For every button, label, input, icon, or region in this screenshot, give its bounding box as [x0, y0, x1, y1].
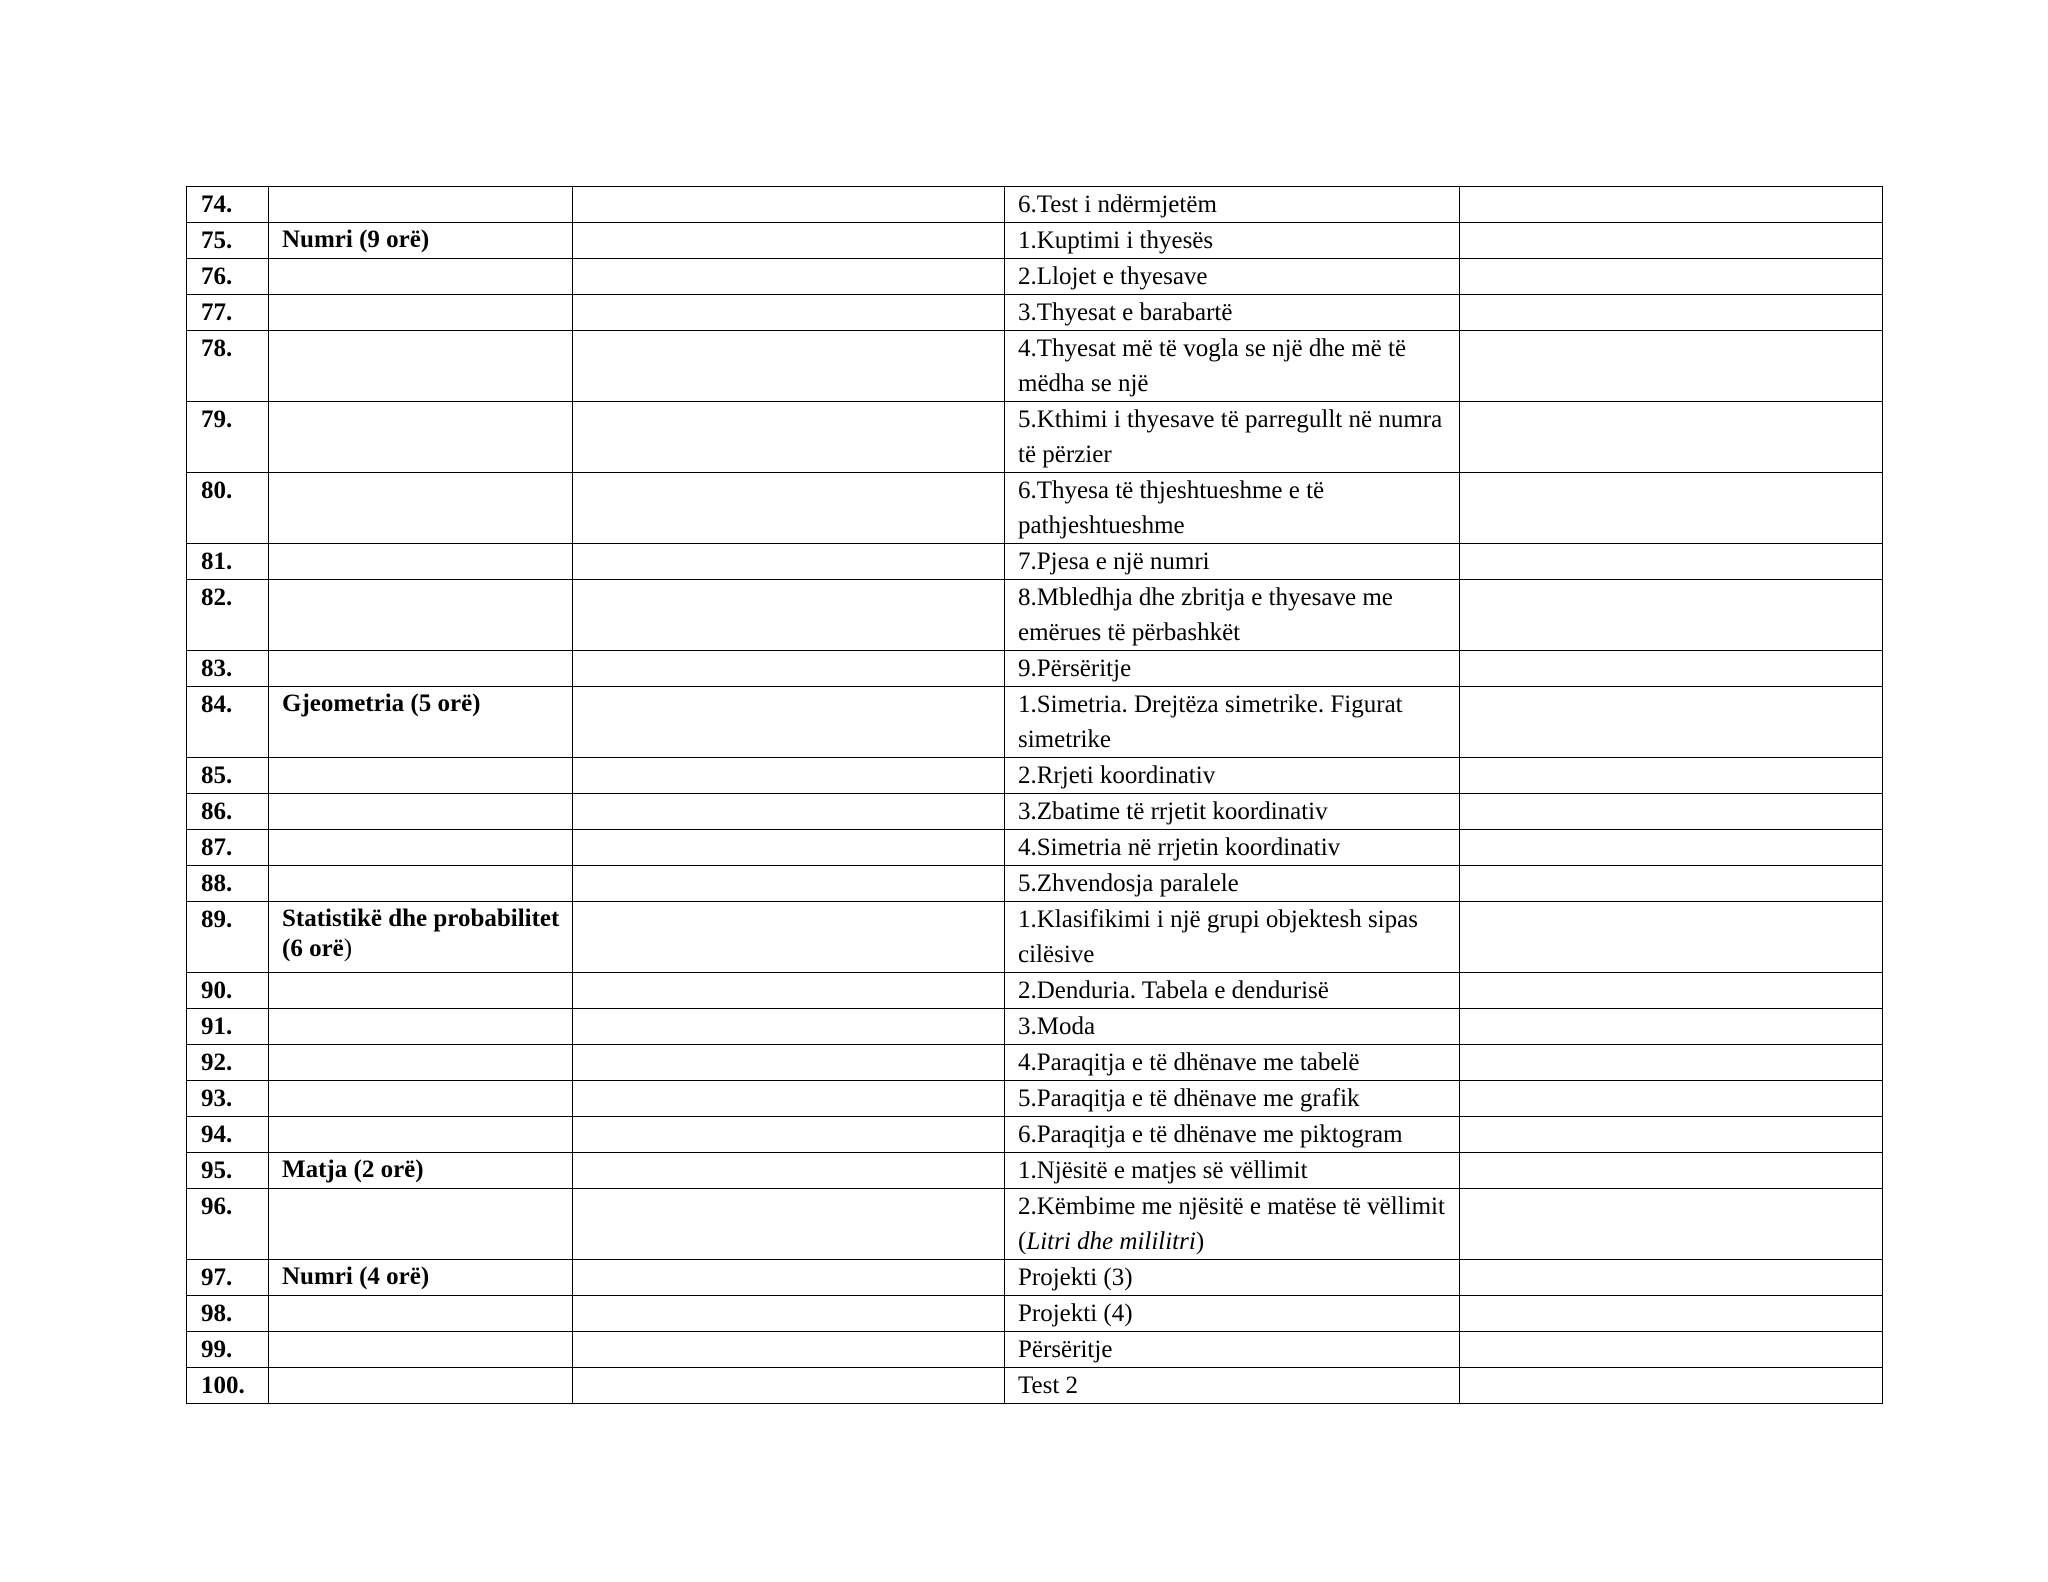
lesson-number: 98. [187, 1296, 269, 1332]
empty-cell [573, 223, 1005, 259]
lesson-number: 92. [187, 1045, 269, 1081]
lesson-number: 80. [187, 473, 269, 544]
empty-cell [573, 1045, 1005, 1081]
topic-cell [269, 187, 573, 223]
table-row [187, 1296, 1883, 1332]
lesson-number: 76. [187, 259, 269, 295]
empty-cell [1460, 1332, 1883, 1368]
empty-cell [573, 1117, 1005, 1153]
lesson-number: 84. [187, 687, 269, 758]
lesson-number: 97. [187, 1260, 269, 1296]
empty-cell [573, 1081, 1005, 1117]
topic-cell [269, 902, 573, 973]
topic-cell [269, 1045, 573, 1081]
topic-text: Statistikë dhe probabilitet (6 orë [282, 905, 560, 962]
lesson-text: 2.Këmbime me njësitë e matëse të vëllimit ( [1018, 1193, 1445, 1255]
topic-cell [269, 259, 573, 295]
empty-cell [573, 1296, 1005, 1332]
empty-cell [573, 1153, 1005, 1189]
topic-cell [269, 295, 573, 331]
empty-cell [1460, 1081, 1883, 1117]
empty-cell [573, 973, 1005, 1009]
empty-cell [1460, 580, 1883, 651]
topic-cell [269, 830, 573, 866]
empty-cell [1460, 973, 1883, 1009]
empty-cell [573, 1009, 1005, 1045]
lesson-plan-body [187, 187, 1883, 1404]
table-row [187, 1260, 1883, 1296]
lesson-number: 90. [187, 973, 269, 1009]
empty-cell [1460, 544, 1883, 580]
table-row [187, 830, 1883, 866]
lesson-title: Projekti (3) [1005, 1260, 1460, 1296]
lesson-number: 74. [187, 187, 269, 223]
lesson-number: 82. [187, 580, 269, 651]
empty-cell [1460, 1189, 1883, 1260]
lesson-title: 9.Përsëritje [1005, 651, 1460, 687]
table-row [187, 1045, 1883, 1081]
empty-cell [573, 902, 1005, 973]
empty-cell [573, 866, 1005, 902]
topic-cell [269, 1081, 573, 1117]
empty-cell [573, 259, 1005, 295]
empty-cell [1460, 1117, 1883, 1153]
topic-cell [269, 1332, 573, 1368]
table-row [187, 331, 1883, 402]
empty-cell [573, 794, 1005, 830]
empty-cell [573, 651, 1005, 687]
lesson-title: 2.Denduria. Tabela e dendurisë [1005, 973, 1460, 1009]
lesson-title: 5.Kthimi i thyesave të parregullt në numra të përzier [1005, 402, 1460, 473]
empty-cell [1460, 223, 1883, 259]
lesson-number: 89. [187, 902, 269, 973]
empty-cell [1460, 331, 1883, 402]
lesson-title: 7.Pjesa e një numri [1005, 544, 1460, 580]
topic-cell [269, 1189, 573, 1260]
lesson-title: Përsëritje [1005, 1332, 1460, 1368]
lesson-number: 91. [187, 1009, 269, 1045]
table-row [187, 1009, 1883, 1045]
lesson-title: 3.Thyesat e barabartë [1005, 295, 1460, 331]
lesson-italic-text: Litri dhe mililitri [1026, 1228, 1196, 1255]
table-row [187, 1153, 1883, 1189]
lesson-title: 4.Thyesat më të vogla se një dhe më të mëdha se një [1005, 331, 1460, 402]
lesson-title: 8.Mbledhja dhe zbritja e thyesave me emërues të përbashkët [1005, 580, 1460, 651]
table-row [187, 473, 1883, 544]
lesson-title: 6.Paraqitja e të dhënave me piktogram [1005, 1117, 1460, 1153]
lesson-plan-table [186, 186, 1883, 1404]
empty-cell [1460, 1045, 1883, 1081]
lesson-number: 81. [187, 544, 269, 580]
table-row [187, 544, 1883, 580]
empty-cell [573, 295, 1005, 331]
lesson-title: 2.Llojet e thyesave [1005, 259, 1460, 295]
empty-cell [1460, 902, 1883, 973]
lesson-title: Test 2 [1005, 1368, 1460, 1404]
lesson-number: 94. [187, 1117, 269, 1153]
topic-cell: Gjeometria (5 orë) [269, 687, 573, 758]
lesson-title: 1.Kuptimi i thyesës [1005, 223, 1460, 259]
topic-suffix: ) [343, 935, 353, 962]
topic-cell [269, 973, 573, 1009]
topic-cell: Matja (2 orë) [269, 1153, 573, 1189]
topic-cell: Numri (9 orë) [269, 223, 573, 259]
lesson-title: 5.Paraqitja e të dhënave me grafik [1005, 1081, 1460, 1117]
empty-cell [573, 331, 1005, 402]
table-row [187, 902, 1883, 973]
table-row [187, 580, 1883, 651]
empty-cell [1460, 402, 1883, 473]
lesson-title: 1.Njësitë e matjes së vëllimit [1005, 1153, 1460, 1189]
lesson-title: 1.Klasifikimi i një grupi objektesh sipas cilësive [1005, 902, 1460, 973]
table-row [187, 687, 1883, 758]
lesson-number: 96. [187, 1189, 269, 1260]
lesson-title: 2.Rrjeti koordinativ [1005, 758, 1460, 794]
lesson-number: 99. [187, 1332, 269, 1368]
empty-cell [573, 544, 1005, 580]
empty-cell [573, 473, 1005, 544]
topic-cell [269, 402, 573, 473]
table-row [187, 866, 1883, 902]
table-row [187, 187, 1883, 223]
lesson-title: Projekti (4) [1005, 1296, 1460, 1332]
table-row [187, 973, 1883, 1009]
table-row [187, 758, 1883, 794]
topic-cell [269, 1296, 573, 1332]
topic-cell [269, 544, 573, 580]
empty-cell [573, 402, 1005, 473]
empty-cell [1460, 1368, 1883, 1404]
topic-cell [269, 866, 573, 902]
empty-cell [1460, 295, 1883, 331]
topic-cell [269, 794, 573, 830]
table-row [187, 1117, 1883, 1153]
lesson-number: 93. [187, 1081, 269, 1117]
lesson-number: 78. [187, 331, 269, 402]
table-row [187, 1189, 1883, 1260]
lesson-title: 5.Zhvendosja paralele [1005, 866, 1460, 902]
empty-cell [1460, 866, 1883, 902]
empty-cell [1460, 1296, 1883, 1332]
lesson-number: 100. [187, 1368, 269, 1404]
lesson-number: 85. [187, 758, 269, 794]
topic-cell [269, 1368, 573, 1404]
empty-cell [1460, 1153, 1883, 1189]
lesson-title: 4.Paraqitja e të dhënave me tabelë [1005, 1045, 1460, 1081]
lesson-suffix: ) [1195, 1228, 1205, 1255]
empty-cell [1460, 1260, 1883, 1296]
lesson-number: 75. [187, 223, 269, 259]
lesson-number: 87. [187, 830, 269, 866]
empty-cell [1460, 687, 1883, 758]
lesson-title: 3.Zbatime të rrjetit koordinativ [1005, 794, 1460, 830]
lesson-number: 86. [187, 794, 269, 830]
table-row [187, 259, 1883, 295]
lesson-title: 6.Test i ndërmjetëm [1005, 187, 1460, 223]
empty-cell [573, 187, 1005, 223]
empty-cell [1460, 1009, 1883, 1045]
lesson-title: 3.Moda [1005, 1009, 1460, 1045]
lesson-title: 4.Simetria në rrjetin koordinativ [1005, 830, 1460, 866]
empty-cell [573, 1368, 1005, 1404]
table-row [187, 223, 1883, 259]
empty-cell [573, 687, 1005, 758]
lesson-title: 6.Thyesa të thjeshtueshme e të pathjeshtueshme [1005, 473, 1460, 544]
topic-cell [269, 580, 573, 651]
empty-cell [573, 830, 1005, 866]
empty-cell [573, 1332, 1005, 1368]
table-row [187, 794, 1883, 830]
empty-cell [1460, 794, 1883, 830]
table-row [187, 651, 1883, 687]
empty-cell [1460, 758, 1883, 794]
table-row [187, 1332, 1883, 1368]
empty-cell [573, 758, 1005, 794]
empty-cell [1460, 187, 1883, 223]
lesson-title [1005, 1189, 1460, 1260]
lesson-number: 88. [187, 866, 269, 902]
topic-cell: Numri (4 orë) [269, 1260, 573, 1296]
topic-cell [269, 331, 573, 402]
table-row [187, 1081, 1883, 1117]
empty-cell [573, 1189, 1005, 1260]
lesson-number: 83. [187, 651, 269, 687]
topic-cell [269, 1117, 573, 1153]
table-row [187, 295, 1883, 331]
lesson-title: 1.Simetria. Drejtëza simetrike. Figurat simetrike [1005, 687, 1460, 758]
topic-cell [269, 758, 573, 794]
lesson-number: 79. [187, 402, 269, 473]
empty-cell [573, 580, 1005, 651]
topic-cell [269, 473, 573, 544]
empty-cell [1460, 830, 1883, 866]
empty-cell [1460, 259, 1883, 295]
topic-cell [269, 651, 573, 687]
table-row [187, 402, 1883, 473]
lesson-number: 77. [187, 295, 269, 331]
empty-cell [573, 1260, 1005, 1296]
empty-cell [1460, 473, 1883, 544]
topic-cell [269, 1009, 573, 1045]
empty-cell [1460, 651, 1883, 687]
table-row [187, 1368, 1883, 1404]
lesson-number: 95. [187, 1153, 269, 1189]
